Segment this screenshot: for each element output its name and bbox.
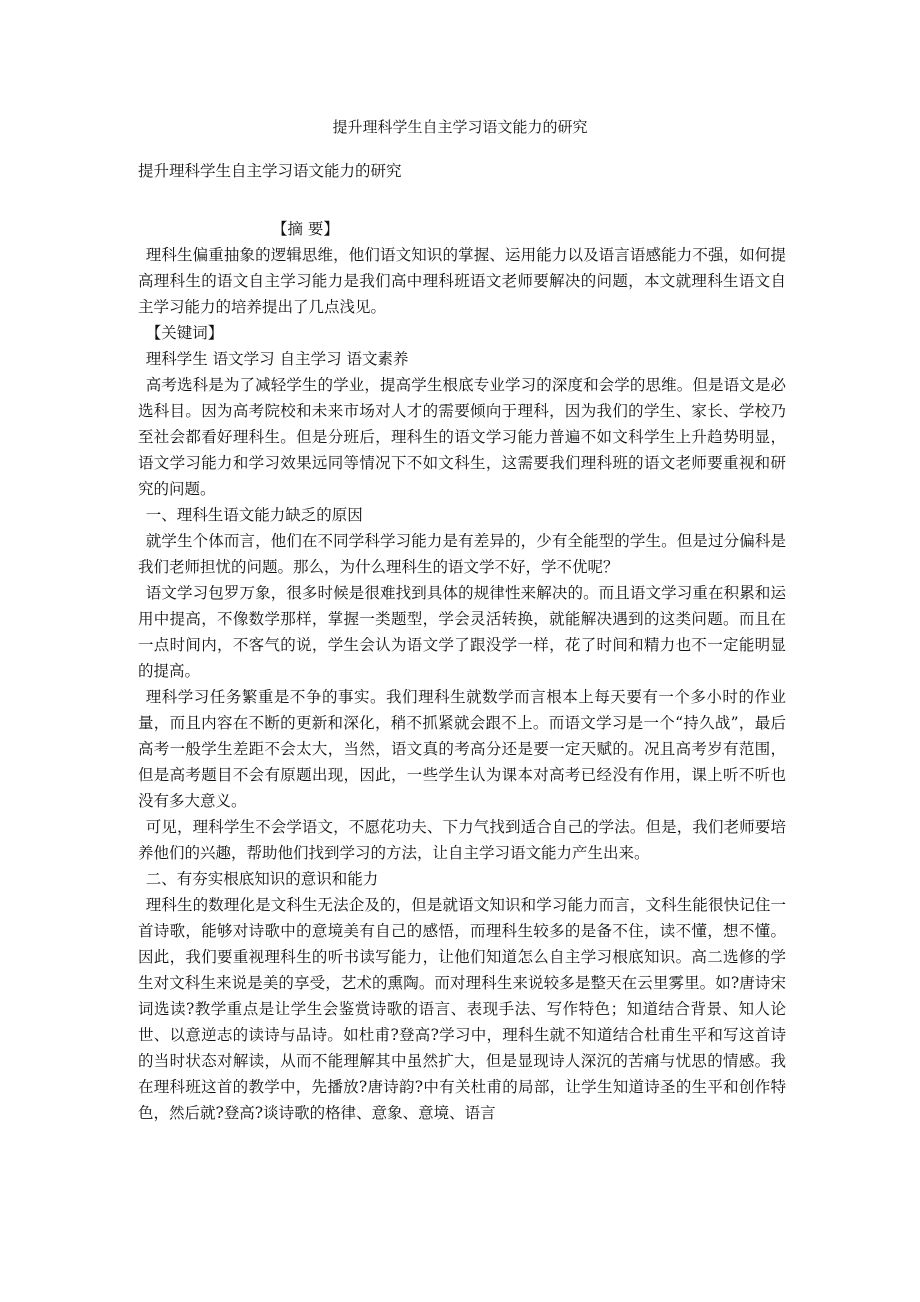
section-1-paragraph-4: 可见，理科学生不会学语文，不愿花功夫、下力气找到适合自己的学法。但是，我们老师要培养他们的兴趣，帮助他们找到学习的方法，让自主学习语文能力产生出来。 (138, 818, 786, 862)
section-2-heading: 二、有夯实根底知识的意识和能力 (145, 870, 379, 888)
document-subtitle: 提升理科学生自主学习语文能力的研究 (138, 162, 402, 180)
section-1-paragraph-3: 理科学习任务繁重是不争的事实。我们理科生就数学而言根本上每天要有一个多小时的作业量，而且内容在不断的更新和深化，稍不抓紧就会跟不上。而语文学习是一个“持久战”，最后高考一般学生差距不会太大，当然，语文真的考高分还是要一定天赋的。况且高考岁有范围，但是高考题目不会有原题出现，因此，一些学生认为课本对高考已经没有作用，课上听不听也没有多大意义。 (138, 688, 786, 810)
section-2-paragraph-1: 理科生的数理化是文科生无法企及的，但是就语文知识和学习能力而言，文科生能很快记住一首诗歌，能够对诗歌中的意境美有自己的感悟，而理科生较多的是备不住，读不懂，想不懂。因此，我们要重视理科生的听书读写能力，让他们知道怎么自主学习根底知识。高二选修的学生对文科生来说是美的享受，艺术的熏陶。而对理科生来说较多是整天在云里雾里。如?唐诗宋词选读?教学重点是让学生会鉴赏诗歌的语言、表现手法、写作特色；知道结合背景、知人论世、以意逆志的读诗与品诗。如杜甫?登高?学习中，理科生就不知道结合杜甫生平和写这首诗的当时状态对解读，从而不能理解其中虽然扩大，但是显现诗人深沉的苦痛与忧思的情感。我在理科班这首的教学中，先播放?唐诗韵?中有关杜甫的局部，让学生知道诗圣的生平和创作特色，然后就?登高?谈诗歌的格律、意象、意境、语言 (138, 896, 786, 1122)
section-1-paragraph-1: 就学生个体而言，他们在不同学科学习能力是有差异的，少有全能型的学生。但是过分偏科是我们老师担忧的问题。那么，为什么理科生的语文学不好，学不优呢？ (138, 532, 786, 576)
intro-paragraph: 高考选科是为了减轻学生的学业，提高学生根底专业学习的深度和会学的思维。但是语文是必选科目。因为高考院校和未来市场对人才的需要倾向于理科，因为我们的学生、家长、学校乃至社会都看好理科生。但是分班后，理科生的语文学习能力普遍不如文科学生上升趋势明显，语文学习能力和学习效果远同等情况下不如文科生，这需要我们理科班的语文老师要重视和研究的问题。 (138, 376, 786, 498)
section-1-heading: 一、理科生语文能力缺乏的原因 (145, 506, 363, 524)
document-body (138, 158, 786, 1126)
section-1-paragraph-2: 语文学习包罗万象，很多时候是很难找到具体的规律性来解决的。而且语文学习重在积累和运用中提高，不像数学那样，掌握一类题型，学会灵活转换，就能解决遇到的这类问题。而且在一点时间内，不客气的说，学生会认为语文学了跟没学一样，花了时间和精力也不一定能明显的提高。 (138, 584, 786, 680)
abstract-heading: 【摘 要】 (272, 220, 339, 238)
abstract-text: 理科生偏重抽象的逻辑思维，他们语文知识的掌握、运用能力以及语言语感能力不强，如何提高理科生的语文自主学习能力是我们高中理科班语文老师要解决的问题，本文就理科生语文自主学习能力的培养提出了几点浅见。 (138, 246, 786, 316)
keywords-text: 理科学生 语文学习 自主学习 语文素养 (145, 350, 409, 368)
keywords-heading: 【关键词】 (145, 324, 224, 342)
document-title: 提升理科学生自主学习语文能力的研究 (332, 118, 588, 136)
